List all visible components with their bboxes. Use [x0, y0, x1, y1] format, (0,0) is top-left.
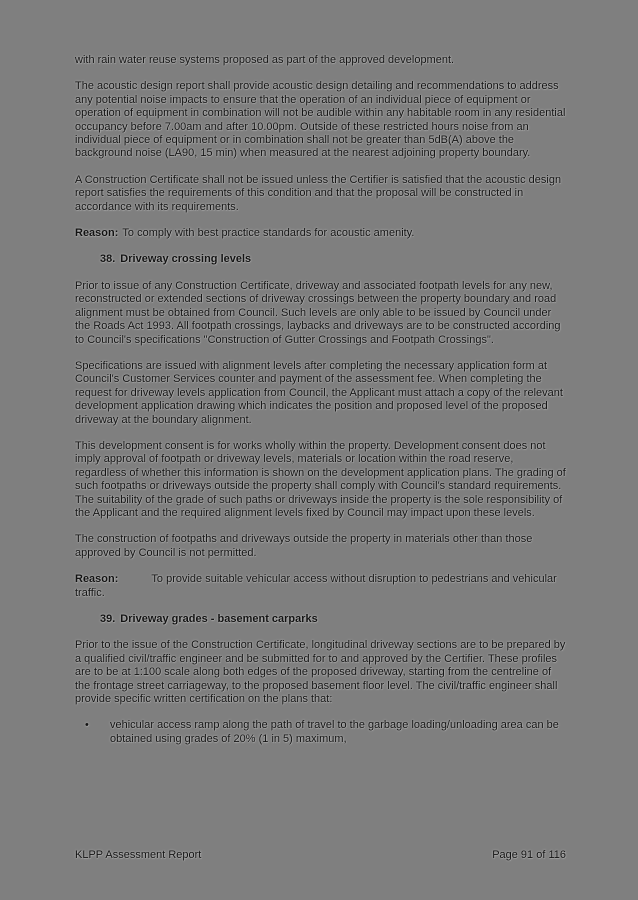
document-body: [75, 54, 566, 759]
para-footpath-materials: The construction of footpaths and driveways outside the property in materials other than those approved by Council is not permitted.: [75, 533, 533, 559]
reason-text: To provide suitable vehicular access without disruption to pedestrians and vehicular traffic.: [75, 573, 557, 599]
bullet-vehicular-ramp: [75, 719, 566, 746]
para-rainwater: with rain water reuse systems proposed as part of the approved development.: [75, 54, 455, 66]
bullet-marker: •: [85, 719, 89, 732]
reason-vehicular-access: [75, 573, 566, 600]
footer-report-title: KLPP Assessment Report: [75, 849, 202, 861]
page-footer: [75, 849, 566, 862]
para-longitudinal-sections: Prior to the issue of the Construction Certificate, longitudinal driveway sections are to be prepared by a qualified civil/traffic engineer and be submitted for to and approved by the Certifier. These profiles are to be at 1:100 scale along both edges of the proposed driveway, starting from the centreline of the frontage street carriageway, to the proposed basement floor level. The civil/traffic engineer shall provide specific written certification on the plans that:: [75, 639, 566, 706]
para-driveway-levels: Prior to issue of any Construction Certificate, driveway and associated footpath levels for any new, reconstructed or extended sections of driveway crossings between the property boundary and road alignment must be obtained from Council. Such levels are only able to be issued by Council under the Roads Act 1993. All footpath crossings, laybacks and driveways are to be constructed according to Council's specifications "Construction of Gutter Crossings and Footpath Crossings".: [75, 279, 561, 346]
section-title: Driveway crossing levels: [120, 253, 252, 266]
bullet-text: vehicular access ramp along the path of travel to the garbage loading/unloading area can be obtained using grades of 20% (1 in 5) maximum,: [110, 719, 559, 745]
reason-label: Reason:: [75, 573, 119, 586]
reason-text: To comply with best practice standards for acoustic amenity.: [122, 227, 415, 240]
heading-38-driveway-crossing-levels: [75, 253, 566, 266]
footer-page-number: Page 91 of 116: [492, 849, 566, 861]
reason-label: Reason:: [75, 227, 119, 240]
para-acoustic-report: The acoustic design report shall provide acoustic design detailing and recommendations to address any potential noise impacts to ensure that the operation of an individual piece of equipment or operation of equipment in combination will not be audible within any habitable room in any residential occupancy before 7.00am and after 10.00pm. Outside of these restricted hours noise from an individual piece of equipment or in combination shall not be greater than 5dB(A) above the background noise (LA90, 15 min) when measured at the nearest adjoining property boundary.: [75, 80, 566, 160]
para-development-consent: This development consent is for works wholly within the property. Development consent does not imply approval of footpath or driveway levels, materials or location within the road reserve, regardless of whether this information is shown on the development application plans. The grading of such footpaths or driveways outside the property shall comply with Council's standard requirements. The suitability of the grade of such paths or driveways inside the property is the sole responsibility of the Applicant and the required alignment levels fixed by Council may impact upon these levels.: [75, 439, 566, 519]
para-specifications: Specifications are issued with alignment levels after completing the necessary application form at Council's Customer Services counter and payment of the assessment fee. When completing the request for driveway levels application from Council, the Applicant must attach a copy of the relevant development application drawing which indicates the position and proposed level of the proposed driveway at the boundary alignment.: [75, 359, 563, 426]
section-title: Driveway grades - basement carparks: [120, 613, 318, 625]
heading-39-driveway-grades-basement-carparks: [75, 613, 566, 626]
section-number: 38.: [100, 253, 116, 266]
para-construction-certificate: A Construction Certificate shall not be issued unless the Certifier is satisfied that the acoustic design report satisfies the requirements of this condition and that the proposal will be constructed in accordance with its requirements.: [75, 173, 562, 213]
section-number: 39.: [100, 613, 116, 625]
reason-acoustic: [75, 227, 566, 240]
